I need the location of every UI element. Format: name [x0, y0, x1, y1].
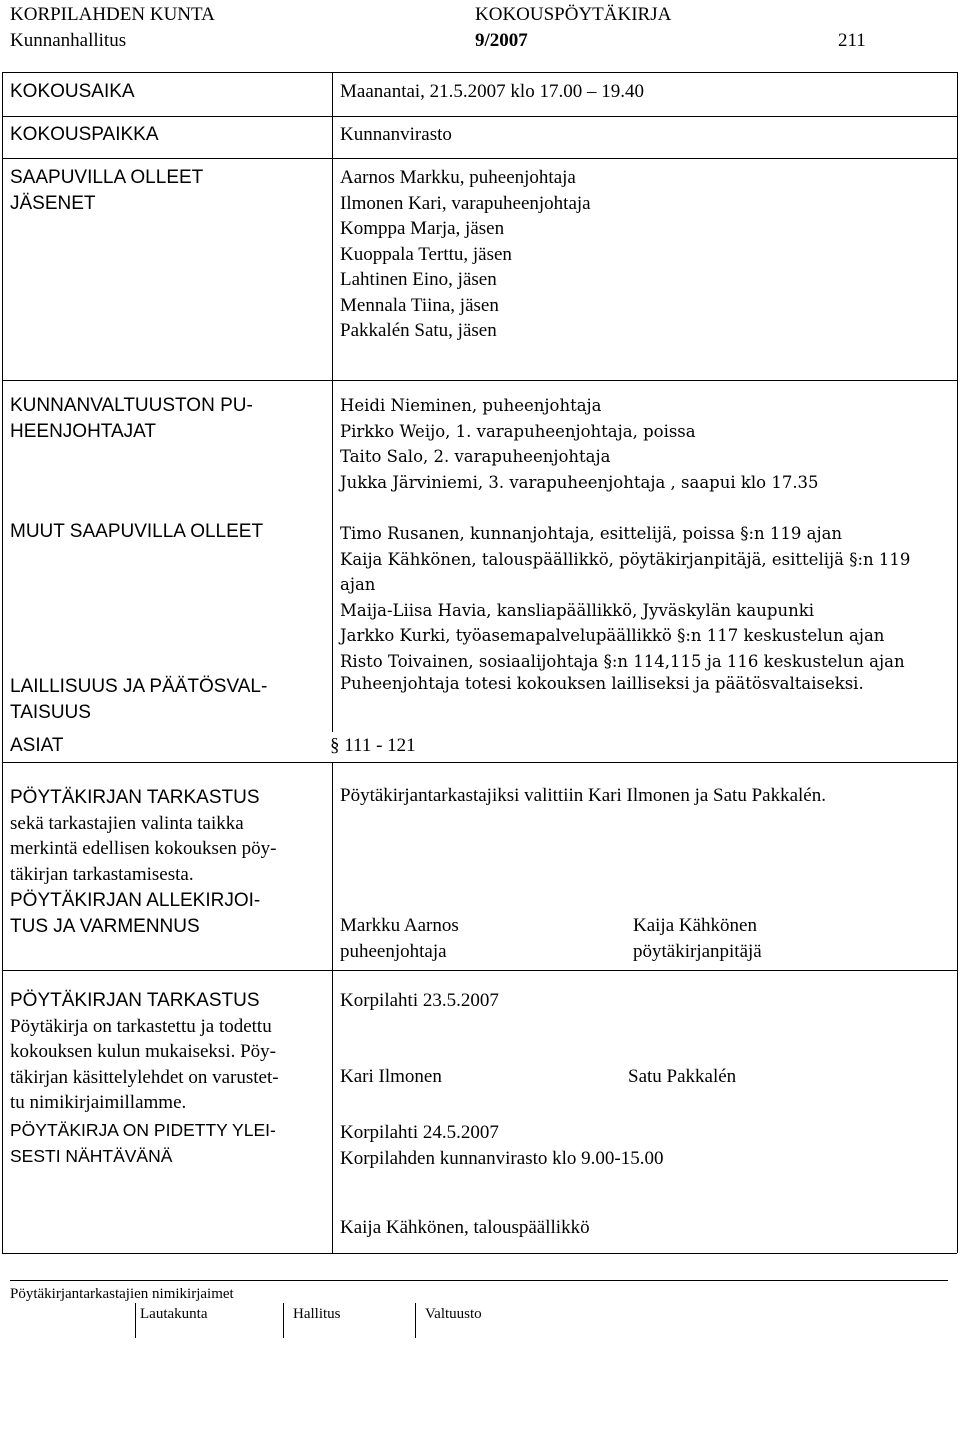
others-present-label: MUUT SAAPUVILLA OLLEET	[10, 521, 264, 542]
list-item: Timo Rusanen, kunnanjohtaja, esittelijä, poissa §:n 119 ajan	[340, 524, 843, 543]
list-item: Mennala Tiina, jäsen	[340, 294, 499, 316]
public-display-label: PÖYTÄKIRJA ON PIDETTY YLEI- SESTI NÄHTÄVÄNÄ	[10, 1120, 276, 1166]
list-item: Aarnos Markku, puheenjohtaja	[340, 167, 576, 188]
meeting-time-label: KOKOUSAIKA	[10, 81, 135, 102]
list-item: Jukka Järviniemi, 3. varapuheenjohtaja , saapui klo 17.35	[340, 472, 819, 492]
matters-label: ASIAT	[10, 735, 64, 756]
inspector-signature-2: Satu Pakkalén	[628, 1066, 737, 1087]
meeting-time-value: Maanantai, 21.5.2007 klo 17.00 – 19.40	[340, 81, 644, 102]
list-item: Pakkalén Satu, jäsen	[340, 320, 497, 341]
matters-value: § 111 - 121	[330, 735, 416, 756]
list-item: Kaija Kähkönen, talouspäällikkö, pöytäkirjanpitäjä, esittelijä §:n 119	[340, 549, 911, 569]
list-item: Jarkko Kurki, työasemapalvelupäällikkö §:n 117 keskustelun ajan	[340, 626, 885, 645]
legality-label: LAILLISUUS JA PÄÄTÖSVAL- TAISUUS	[10, 676, 268, 723]
initials-divider-3	[415, 1303, 416, 1338]
list-item: Risto Toivainen, sosiaalijohtaja §:n 114,115 ja 116 keskustelun ajan	[340, 651, 905, 671]
list-item: Heidi Nieminen, puheenjohtaja	[340, 396, 602, 415]
inspection-election-label: PÖYTÄKIRJAN TARKASTUS sekä tarkastajien valinta taikka merkintä edellisen kokouksen pöy- täkirjan tarkastamisesta.	[10, 787, 277, 885]
inspection-label: PÖYTÄKIRJAN TARKASTUS Pöytäkirja on tarkastettu ja todettu kokouksen kulun mukaiseksi. Pöy- täkirjan käsittelylehdet on varustet- tu nimikirjaimillamme.	[10, 990, 279, 1113]
others-present-list	[340, 521, 910, 674]
members-present-label: SAAPUVILLA OLLEET JÄSENET	[10, 167, 204, 214]
members-present-list	[340, 165, 591, 344]
initials-board: Lautakunta	[140, 1306, 208, 1322]
signature-label: PÖYTÄKIRJAN ALLEKIRJOI- TUS JA VARMENNUS	[10, 890, 261, 937]
list-item: Kuoppala Terttu, jäsen	[340, 243, 512, 265]
list-item: Maija-Liisa Havia, kansliapäällikkö, Jyväskylän kaupunki	[340, 600, 814, 620]
inspector-signature-1: Kari Ilmonen	[340, 1066, 442, 1087]
public-display-signer: Kaija Kähkönen, talouspäällikkö	[340, 1217, 590, 1238]
secretary-signature: Kaija Kähkönen pöytäkirjanpitäjä	[633, 915, 762, 962]
page-number: 211	[838, 30, 866, 51]
meeting-place-value: Kunnanvirasto	[340, 124, 452, 145]
meeting-number: 9/2007	[475, 30, 528, 51]
legality-value: Puheenjohtaja totesi kokouksen lailliseksi ja päätösvaltaiseksi.	[340, 674, 864, 693]
inspection-election-value: Pöytäkirjantarkastajiksi valittiin Kari Ilmonen ja Satu Pakkalén.	[340, 785, 826, 806]
public-display-info: Korpilahti 24.5.2007 Korpilahden kunnanvirasto klo 9.00-15.00	[340, 1122, 664, 1169]
list-item: Taito Salo, 2. varapuheenjohtaja	[340, 447, 611, 466]
initials-executive: Hallitus	[293, 1306, 341, 1322]
initials-title: Pöytäkirjantarkastajien nimikirjaimet	[10, 1286, 234, 1302]
list-item: ajan	[340, 575, 376, 594]
chair-signature: Markku Aarnos puheenjohtaja	[340, 915, 459, 962]
body-name: Kunnanhallitus	[10, 30, 127, 51]
document-type: KOKOUSPÖYTÄKIRJA	[475, 4, 672, 25]
footer-rule	[10, 1280, 948, 1281]
inspection-place-date: Korpilahti 23.5.2007	[340, 990, 499, 1011]
list-item: Pirkko Weijo, 1. varapuheenjohtaja, poissa	[340, 421, 696, 441]
initials-divider-1	[135, 1303, 136, 1338]
list-item: Ilmonen Kari, varapuheenjohtaja	[340, 192, 591, 214]
initials-council: Valtuusto	[425, 1306, 482, 1322]
meeting-place-label: KOKOUSPAIKKA	[10, 124, 159, 145]
council-chairs-label: KUNNANVALTUUSTON PU- HEENJOHTAJAT	[10, 395, 253, 442]
council-chairs-list	[340, 393, 819, 495]
list-item: Lahtinen Eino, jäsen	[340, 269, 497, 290]
list-item: Komppa Marja, jäsen	[340, 218, 505, 239]
initials-divider-2	[283, 1303, 284, 1338]
organization-name: KORPILAHDEN KUNTA	[10, 4, 215, 25]
